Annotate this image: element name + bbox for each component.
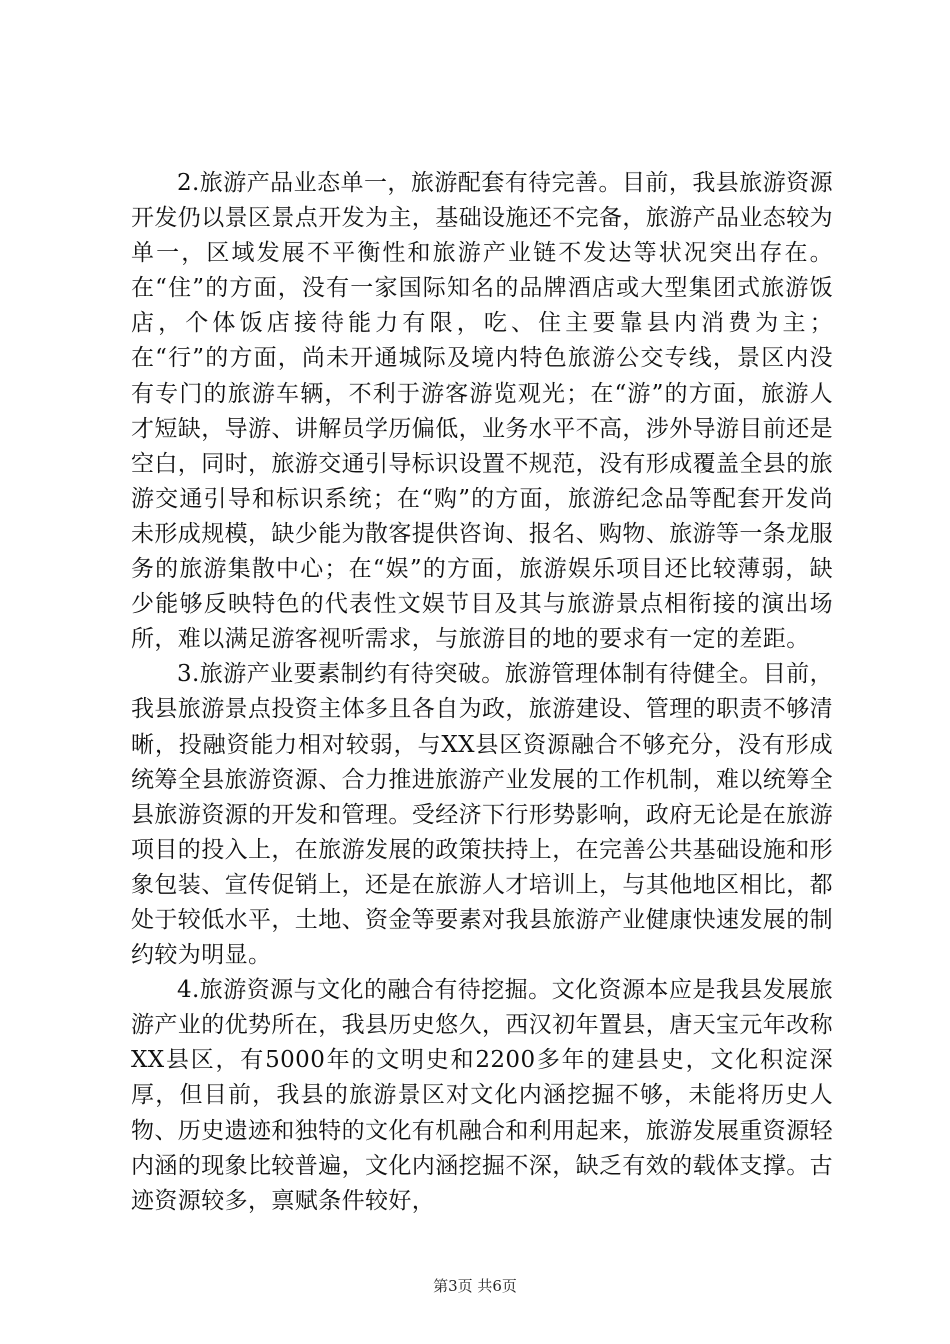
page-footer: 第3页 共6页 (433, 1277, 517, 1295)
paragraph-2: 2.旅游产品业态单一，旅游配套有待完善。目前，我县旅游资源开发仍以景区景点开发为主，基础设施还不完备，旅游产品业态较为单一，区域发展不平衡性和旅游产业链不发达等状况突出存在。在“住”的方面，没有一家国际知名的品牌酒店或大型集团式旅游饭店，个体饭店接待能力有限，吃、住主要靠县内消费为主；在“行”的方面，尚未开通城际及境内特色旅游公交专线，景区内没有专门的旅游车辆，不利于游客游览观光；在“游”的方面，旅游人才短缺，导游、讲解员学历偏低，业务水平不高，涉外导游目前还是空白，同时，旅游交通引导标识设置不规范，没有形成覆盖全县的旅游交通引导和标识系统；在“购”的方面，旅游纪念品等配套开发尚未形成规模，缺少能为散客提供咨询、报名、购物、旅游等一条龙服务的旅游集散中心；在“娱”的方面，旅游娱乐项目还比较薄弱，缺少能够反映特色的代表性文娱节目及其与旅游景点相衔接的演出场所，难以满足游客视听需求，与旅游目的地的要求有一定的差距。 (131, 170, 833, 653)
paragraph-4: 4.旅游资源与文化的融合有待挖掘。文化资源本应是我县发展旅游产业的优势所在，我县历史悠久，西汉初年置县，唐天宝元年改称XX县区，有5000年的文明史和2200多年的建县史，文化积淀深厚，但目前，我县的旅游景区对文化内涵挖掘不够，未能将历史人物、历史遗迹和独特的文化有机融合和利用起来，旅游发展重资源轻内涵的现象比较普遍，文化内涵挖掘不深，缺乏有效的载体支撑。古迹资源较多，禀赋条件较好， (131, 977, 833, 1214)
paragraph-3: 3.旅游产业要素制约有待突破。旅游管理体制有待健全。目前，我县旅游景点投资主体多且各自为政，旅游建设、管理的职责不够清晰，投融资能力相对较弱，与XX县区资源融合不够充分，没有形成统筹全县旅游资源、合力推进旅游产业发展的工作机制，难以统筹全县旅游资源的开发和管理。受经济下行形势影响，政府无论是在旅游项目的投入上，在旅游发展的政策扶持上，在完善公共基础设施和形象包装、宣传促销上，还是在旅游人才培训上，与其他地区相比，都处于较低水平，土地、资金等要素对我县旅游产业健康快速发展的制约较为明显。 (131, 661, 833, 969)
document-body (131, 166, 833, 1219)
